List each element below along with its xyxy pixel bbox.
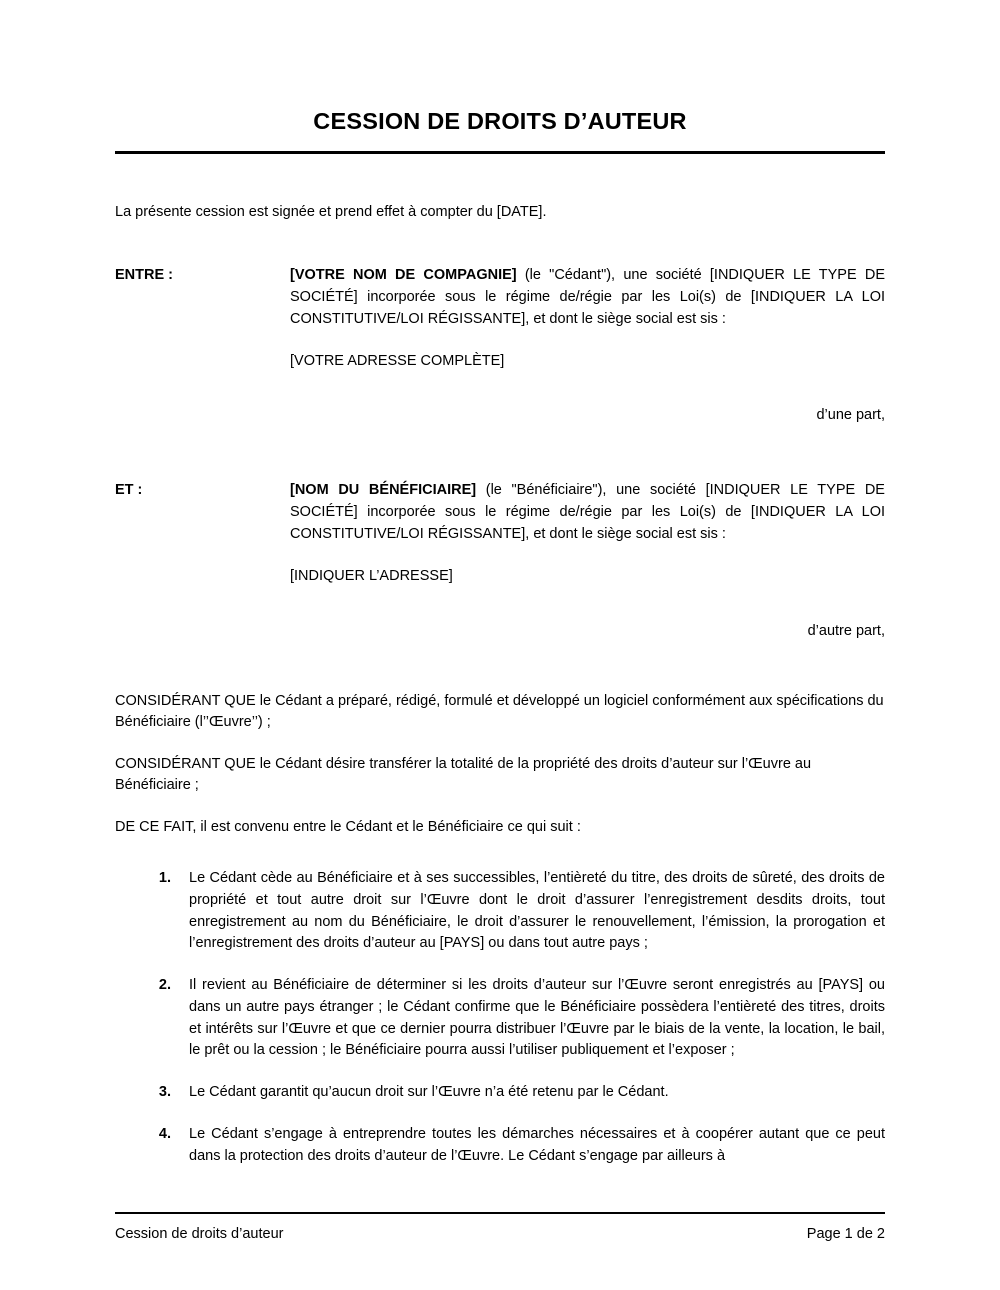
title-divider bbox=[115, 151, 885, 154]
party-name-beneficiary: [NOM DU BÉNÉFICIAIRE] bbox=[290, 482, 477, 499]
party-block-beneficiary bbox=[115, 480, 885, 588]
clause-item: 1. Le Cédant cède au Bénéficiaire et à ses successibles, l’entièreté du titre, des droits de sûreté, des droits de propriété et tout autre droit sur l’Œuvre dont le droit d’assurer l’enregistrement desdits droits, tout enregistrement au nom du Bénéficiaire, le droit d’assurer le renouvellement, l’émission, la prorogation et l’enregistrement des droits d’auteur au [PAYS] ou dans tout autre pays ; bbox=[175, 868, 885, 955]
recital-3: DE CE FAIT, il est convenu entre le Cédant et le Bénéficiaire ce qui suit : bbox=[115, 819, 581, 836]
clause-item: 2. Il revient au Bénéficiaire de déterminer si les droits d’auteur sur l’Œuvre seront enregistrés au [PAYS] ou dans un autre pays étranger ; le Cédant confirme que le Bénéficiaire possèdera l’entièreté des titres, droits et intérêts sur l’Œuvre et que ce dernier pourra distribuer l’Œuvre par le biais de la vente, la location, le bail, le prêt ou la cession ; le Bénéficiaire pourra aussi l’utiliser publiquement et l’exposer ; bbox=[175, 975, 885, 1062]
party-detail-assignor: (le "Cédant"), une société [INDIQUER LE TYPE DE SOCIÉTÉ] incorporée sous le régime de/régie par les Loi(s) de [INDIQUER LA LOI CONSTITUTIVE/LOI RÉGISSANTE], et dont le siège social est sis : bbox=[290, 267, 885, 327]
footer-row bbox=[115, 1226, 885, 1242]
recital-1: CONSIDÉRANT QUE le Cédant a préparé, rédigé, formulé et développé un logiciel conformément aux spécifications du Bénéficiaire (l’’Œuvre’’) ; bbox=[115, 693, 884, 731]
footer-page-number: Page 1 de 2 bbox=[806, 1226, 885, 1242]
intro-paragraph: La présente cession est signée et prend effet à compter du [DATE]. bbox=[115, 204, 547, 220]
party-detail-beneficiary: (le "Bénéficiaire"), une société [INDIQUER LE TYPE DE SOCIÉTÉ] incorporée sous le régime de/régie par les Loi(s) de [INDIQUER LA LOI CONSTITUTIVE/LOI RÉGISSANTE], et dont le siège social est sis : bbox=[290, 482, 885, 542]
clause-item: 4. Le Cédant s’engage à entreprendre toutes les démarches nécessaires et à coopérer autant que ce peut dans la protection des droits d’auteur de l’Œuvre. Le Cédant s’engage par ailleurs à bbox=[175, 1124, 885, 1168]
party-address-beneficiary: [INDIQUER L’ADRESSE] bbox=[290, 568, 453, 585]
party-label-et: ET : bbox=[115, 482, 143, 499]
clause-item: 3. Le Cédant garantit qu’aucun droit sur l’Œuvre n’a été retenu par le Cédant. bbox=[175, 1082, 885, 1104]
page-footer bbox=[115, 1212, 885, 1242]
recitals-section bbox=[115, 691, 885, 838]
party-address-assignor: [VOTRE ADRESSE COMPLÈTE] bbox=[290, 353, 505, 370]
party-body-assignor bbox=[290, 265, 885, 373]
side-note-assignor: d’une part, bbox=[816, 407, 885, 424]
party-description-beneficiary bbox=[290, 480, 885, 545]
footer-document-name: Cession de droits d’auteur bbox=[115, 1226, 284, 1242]
party-block-assignor bbox=[115, 265, 885, 373]
party-label-entre: ENTRE : bbox=[115, 267, 173, 284]
party-description-assignor bbox=[290, 265, 885, 330]
clause-list bbox=[115, 868, 885, 1167]
party-name-assignor: [VOTRE NOM DE COMPAGNIE] bbox=[290, 267, 517, 284]
side-note-beneficiary: d’autre part, bbox=[807, 623, 885, 640]
party-body-beneficiary bbox=[290, 480, 885, 588]
footer-divider bbox=[115, 1212, 885, 1214]
recital-2: CONSIDÉRANT QUE le Cédant désire transférer la totalité de la propriété des droits d’auteur sur l’Œuvre au Bénéficiaire ; bbox=[115, 756, 812, 794]
page-title: CESSION DE DROITS D’AUTEUR bbox=[313, 108, 687, 134]
